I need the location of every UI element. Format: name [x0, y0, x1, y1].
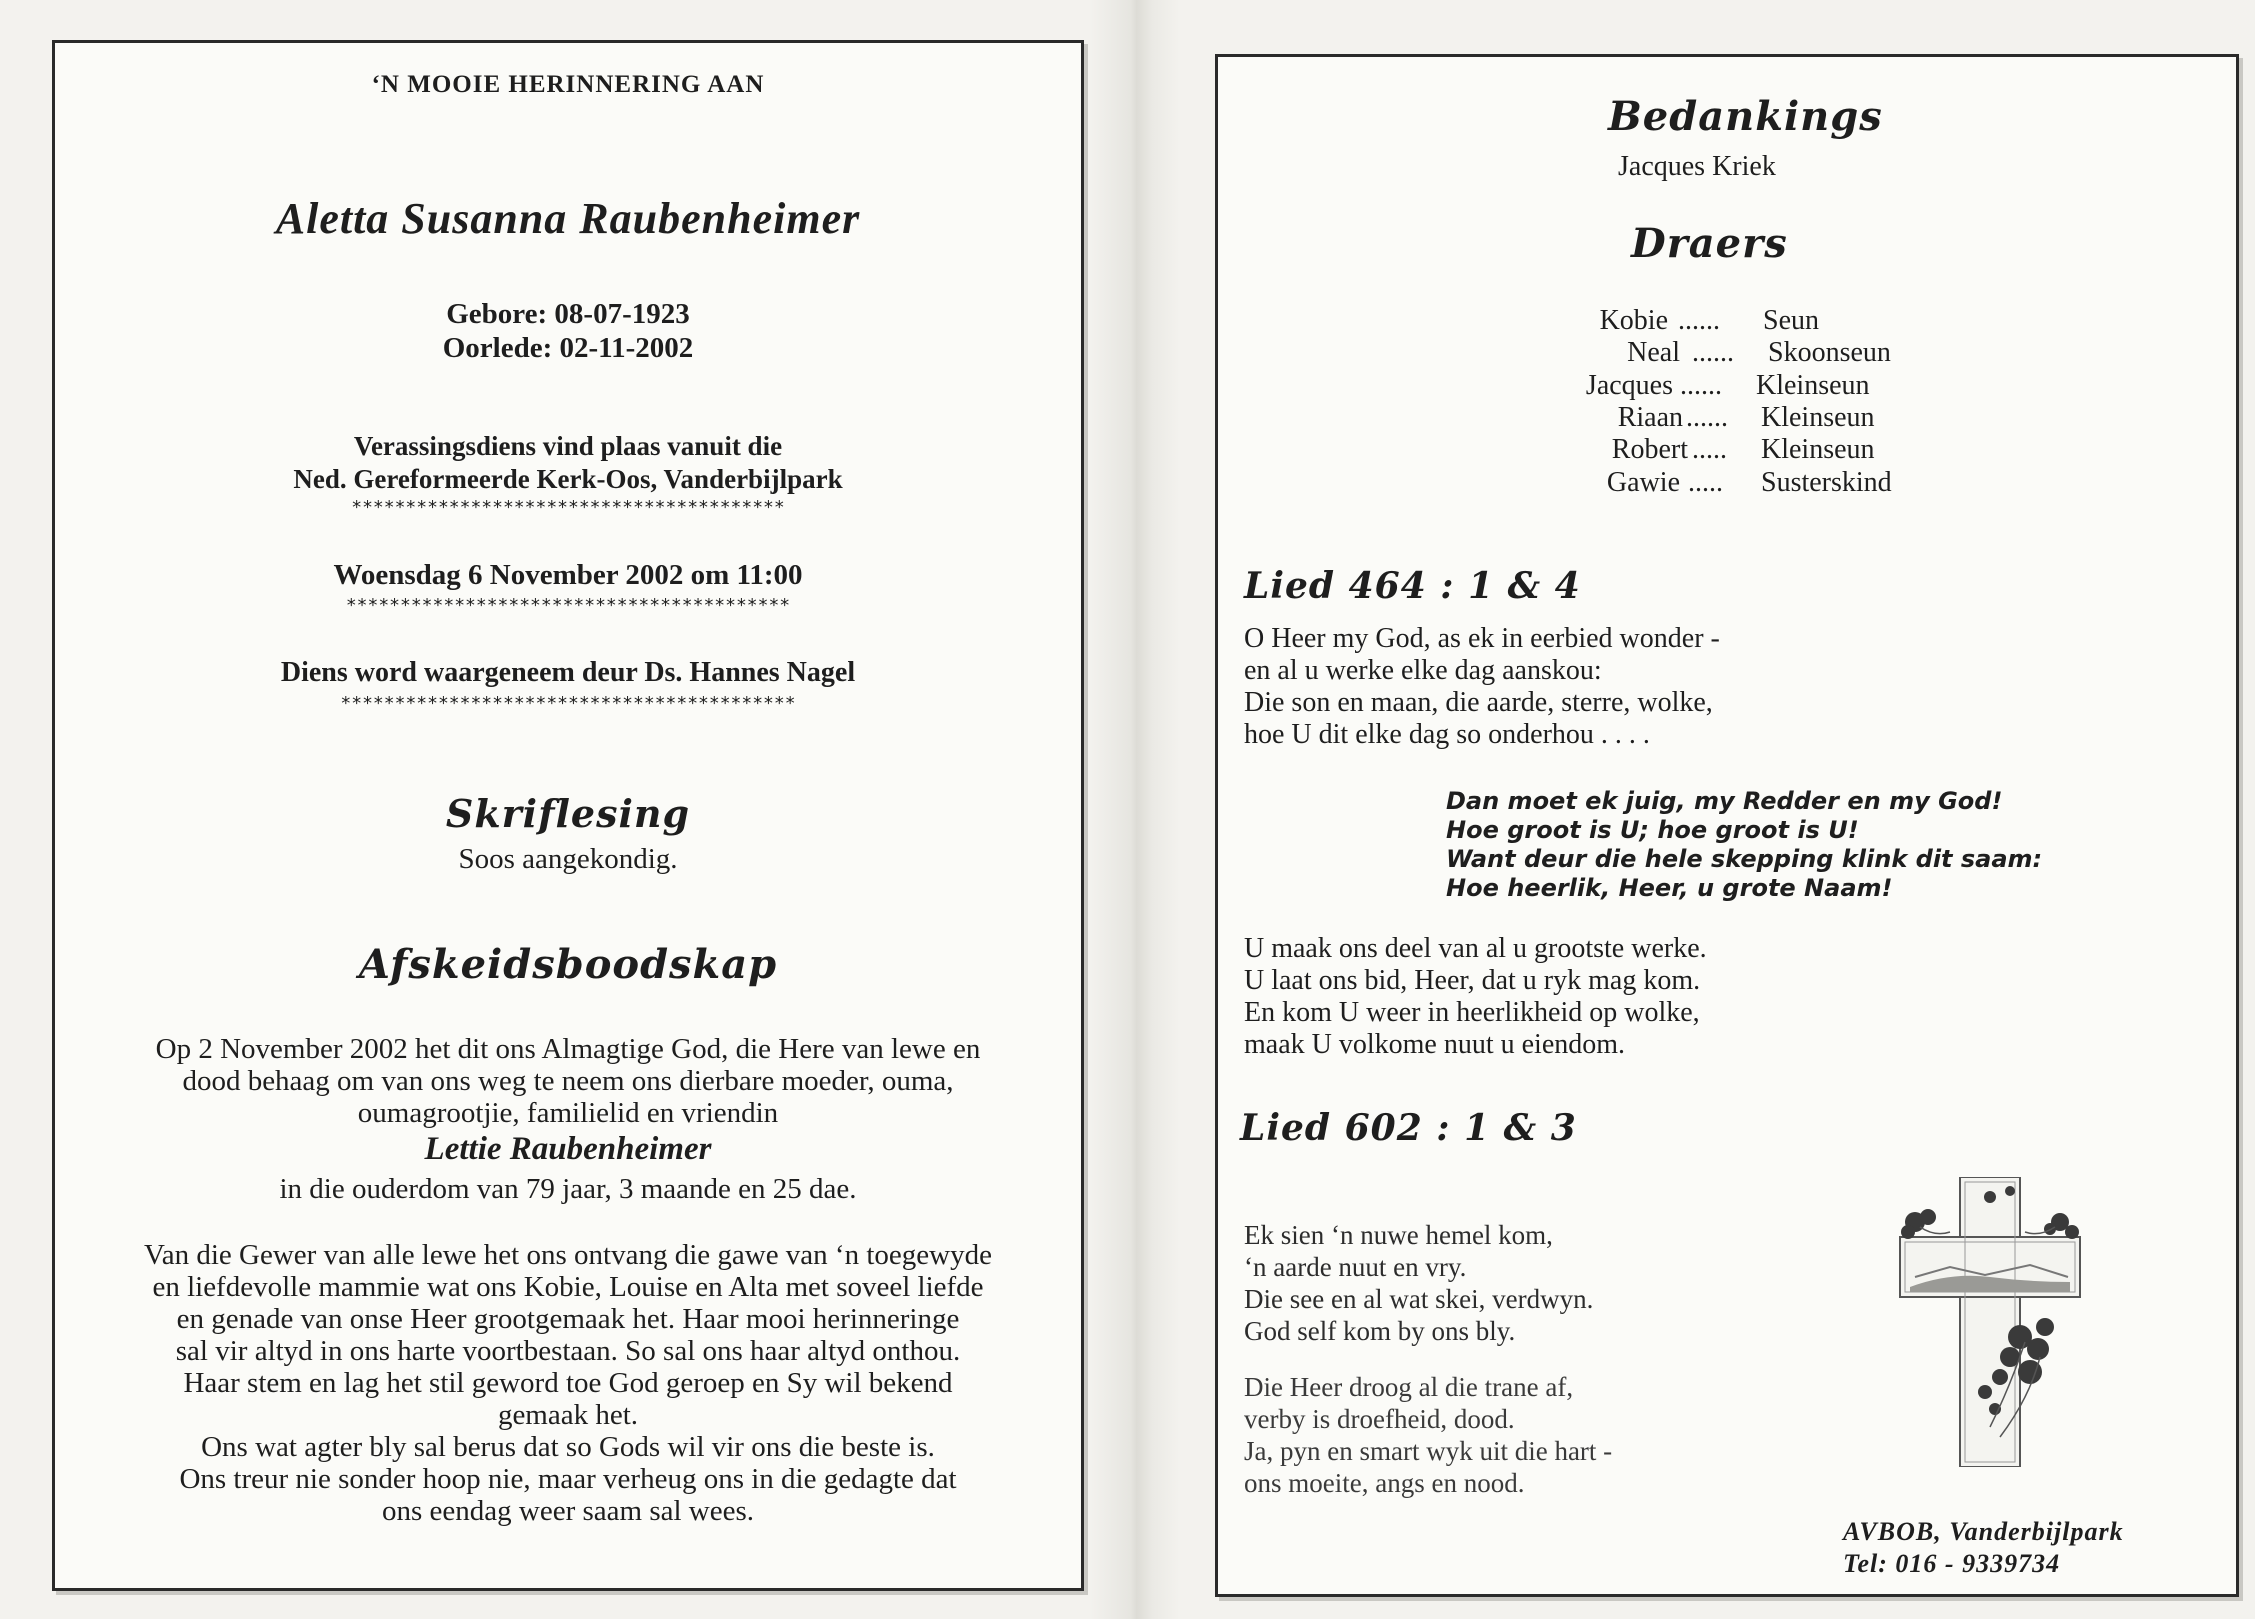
text-line: Ons treur nie sonder hoop nie, maar verheug ons in die gedagte dat	[179, 1463, 957, 1495]
page-fold	[1090, 0, 1180, 1619]
bearer-dots: ......	[1678, 305, 1720, 336]
verse-line: Die son en maan, die aarde, sterre, wolke,	[1244, 687, 1713, 718]
text-line: Van die Gewer van alle lewe het ons ontvang die gawe van ‘n toegewyde	[144, 1239, 992, 1271]
verse-line: Ek sien ‘n nuwe hemel kom,	[1244, 1220, 1553, 1250]
text-line: en liefdevolle mammie wat ons Kobie, Louise en Alta met soveel liefde	[152, 1271, 984, 1303]
age-line: in die ouderdom van 79 jaar, 3 maande en 25 dae.	[279, 1173, 857, 1205]
verse-line: God self kom by ons bly.	[1244, 1316, 1516, 1346]
bearer-relation: Skoonseun	[1768, 337, 1891, 368]
verse-line: En kom U weer in heerlikheid op wolke,	[1244, 997, 1700, 1028]
bearer-dots: ......	[1680, 370, 1722, 401]
chorus-line: Hoe groot is U; hoe groot is U!	[1446, 816, 1859, 844]
birth-date: Gebore: 08-07-1923	[446, 298, 690, 330]
bearer-name: Gawie	[1606, 467, 1680, 498]
verse-line: O Heer my God, as ek in eerbied wonder -	[1244, 623, 1720, 654]
chorus-line: Hoe heerlik, Heer, u grote Naam!	[1446, 874, 1893, 902]
verse-line: maak U volkome nuut u eiendom.	[1244, 1029, 1626, 1060]
verse-line: verby is droefheid, dood.	[1244, 1404, 1515, 1434]
service-location-line1: Verassingsdiens vind plaas vanuit die	[353, 431, 783, 461]
memorial-heading: ‘N MOOIE HERINNERING AAN	[371, 71, 765, 98]
service-datetime: Woensdag 6 November 2002 om 11:00	[333, 559, 803, 591]
text-line: Ons wat agter bly sal berus dat so Gods wil vir ons die beste is.	[201, 1431, 935, 1463]
hymn-464-verse-4	[1244, 933, 1707, 1061]
separator-stars: *****************************************	[345, 596, 791, 616]
verse-line: ons moeite, angs en nood.	[1244, 1468, 1525, 1498]
separator-stars: ****************************************	[351, 498, 785, 518]
verse-line: U laat ons bid, Heer, dat u ryk mag kom.	[1244, 965, 1701, 996]
bearer-name: Jacques	[1585, 370, 1673, 401]
farewell-message	[55, 1033, 1081, 1129]
officiant: Diens word waargeneem deur Ds. Hannes Nagel	[280, 657, 856, 688]
hymn-464-verse-1	[1244, 623, 1720, 751]
hymn-464-title: Lied 464 : 1 & 4	[1244, 565, 1581, 607]
bearer-name: Neal	[1627, 337, 1680, 368]
hymn-464-chorus	[1446, 787, 2042, 903]
death-date: Oorlede: 02-11-2002	[442, 332, 694, 364]
bearer-dots: .....	[1692, 434, 1727, 465]
thanks-name: Jacques Kriek	[1618, 151, 1776, 182]
bearer-name: Robert	[1611, 434, 1688, 465]
text-line: gemaak het.	[497, 1399, 639, 1431]
bearer-dots: .....	[1688, 467, 1723, 498]
verse-line: Die see en al wat skei, verdwyn.	[1244, 1284, 1594, 1314]
bearer-name: Kobie	[1599, 305, 1668, 336]
bearer-dots: ......	[1686, 402, 1728, 433]
bearer-relation: Susterskind	[1761, 467, 1892, 498]
bearer-relation: Kleinseun	[1756, 370, 1870, 401]
undertaker-name: AVBOB, Vanderbijlpark	[1843, 1517, 2124, 1546]
farewell-title: Afskeidsboodskap	[358, 941, 778, 988]
verse-line: Ja, pyn en smart wyk uit die hart -	[1244, 1436, 1613, 1466]
verse-line: ‘n aarde nuut en vry.	[1244, 1252, 1467, 1282]
bearer-dots: ......	[1692, 337, 1734, 368]
text-line: ons eendag weer saam sal wees.	[381, 1495, 754, 1527]
left-page	[52, 40, 1084, 1591]
text-line: dood behaag om van ons weg te neem ons dierbare moeder, ouma,	[182, 1065, 954, 1097]
text-line: oumagrootjie, familielid en vriendin	[357, 1097, 779, 1129]
bearer-name: Riaan	[1617, 402, 1683, 433]
bearer-relation: Kleinseun	[1761, 434, 1875, 465]
chorus-line: Want deur die hele skepping klink dit saam:	[1446, 845, 2043, 873]
thanks-title: Bedankings	[1608, 93, 1883, 140]
hymn-602-verse-1	[1244, 1219, 1593, 1347]
verse-line: hoe U dit elke dag so onderhou . . . .	[1244, 719, 1650, 750]
nickname: Lettie Raubenheimer	[424, 1131, 712, 1167]
verse-line: Die Heer droog al die trane af,	[1244, 1372, 1574, 1402]
verse-line: en al u werke elke dag aanskou:	[1244, 655, 1602, 686]
chorus-line: Dan moet ek juig, my Redder en my God!	[1446, 787, 2003, 815]
text-line: en genade van onse Heer grootgemaak het. Haar mooi herinneringe	[176, 1303, 960, 1335]
verse-line: U maak ons deel van al u grootste werke.	[1244, 933, 1707, 964]
reading-title: Skriflesing	[445, 791, 691, 836]
bearer-relation: Seun	[1763, 305, 1819, 336]
separator-stars: ******************************************	[340, 694, 796, 714]
hymn-602-title: Lied 602 : 1 & 3	[1240, 1107, 1577, 1149]
bearer-relation: Kleinseun	[1761, 402, 1875, 433]
deceased-name: Aletta Susanna Raubenheimer	[275, 194, 861, 243]
tribute-message	[55, 1239, 1081, 1527]
undertaker-phone: Tel: 016 - 9339734	[1843, 1549, 2061, 1578]
text-line: Op 2 November 2002 het dit ons Almagtige God, die Here van lewe en	[155, 1033, 981, 1065]
text-line: sal vir altyd in ons harte voortbestaan. So sal ons haar altyd onthou.	[175, 1335, 961, 1367]
bearers-title: Draers	[1631, 220, 1788, 267]
right-page	[1215, 54, 2239, 1597]
hymn-602-verse-3	[1244, 1371, 1612, 1499]
floral-cross-icon	[1890, 1177, 2090, 1467]
reading-text: Soos aangekondig.	[458, 843, 678, 875]
service-location-line2: Ned. Gereformeerde Kerk-Oos, Vanderbijlpark	[293, 464, 843, 494]
text-line: Haar stem en lag het stil geword toe God geroep en Sy wil bekend	[183, 1367, 953, 1399]
